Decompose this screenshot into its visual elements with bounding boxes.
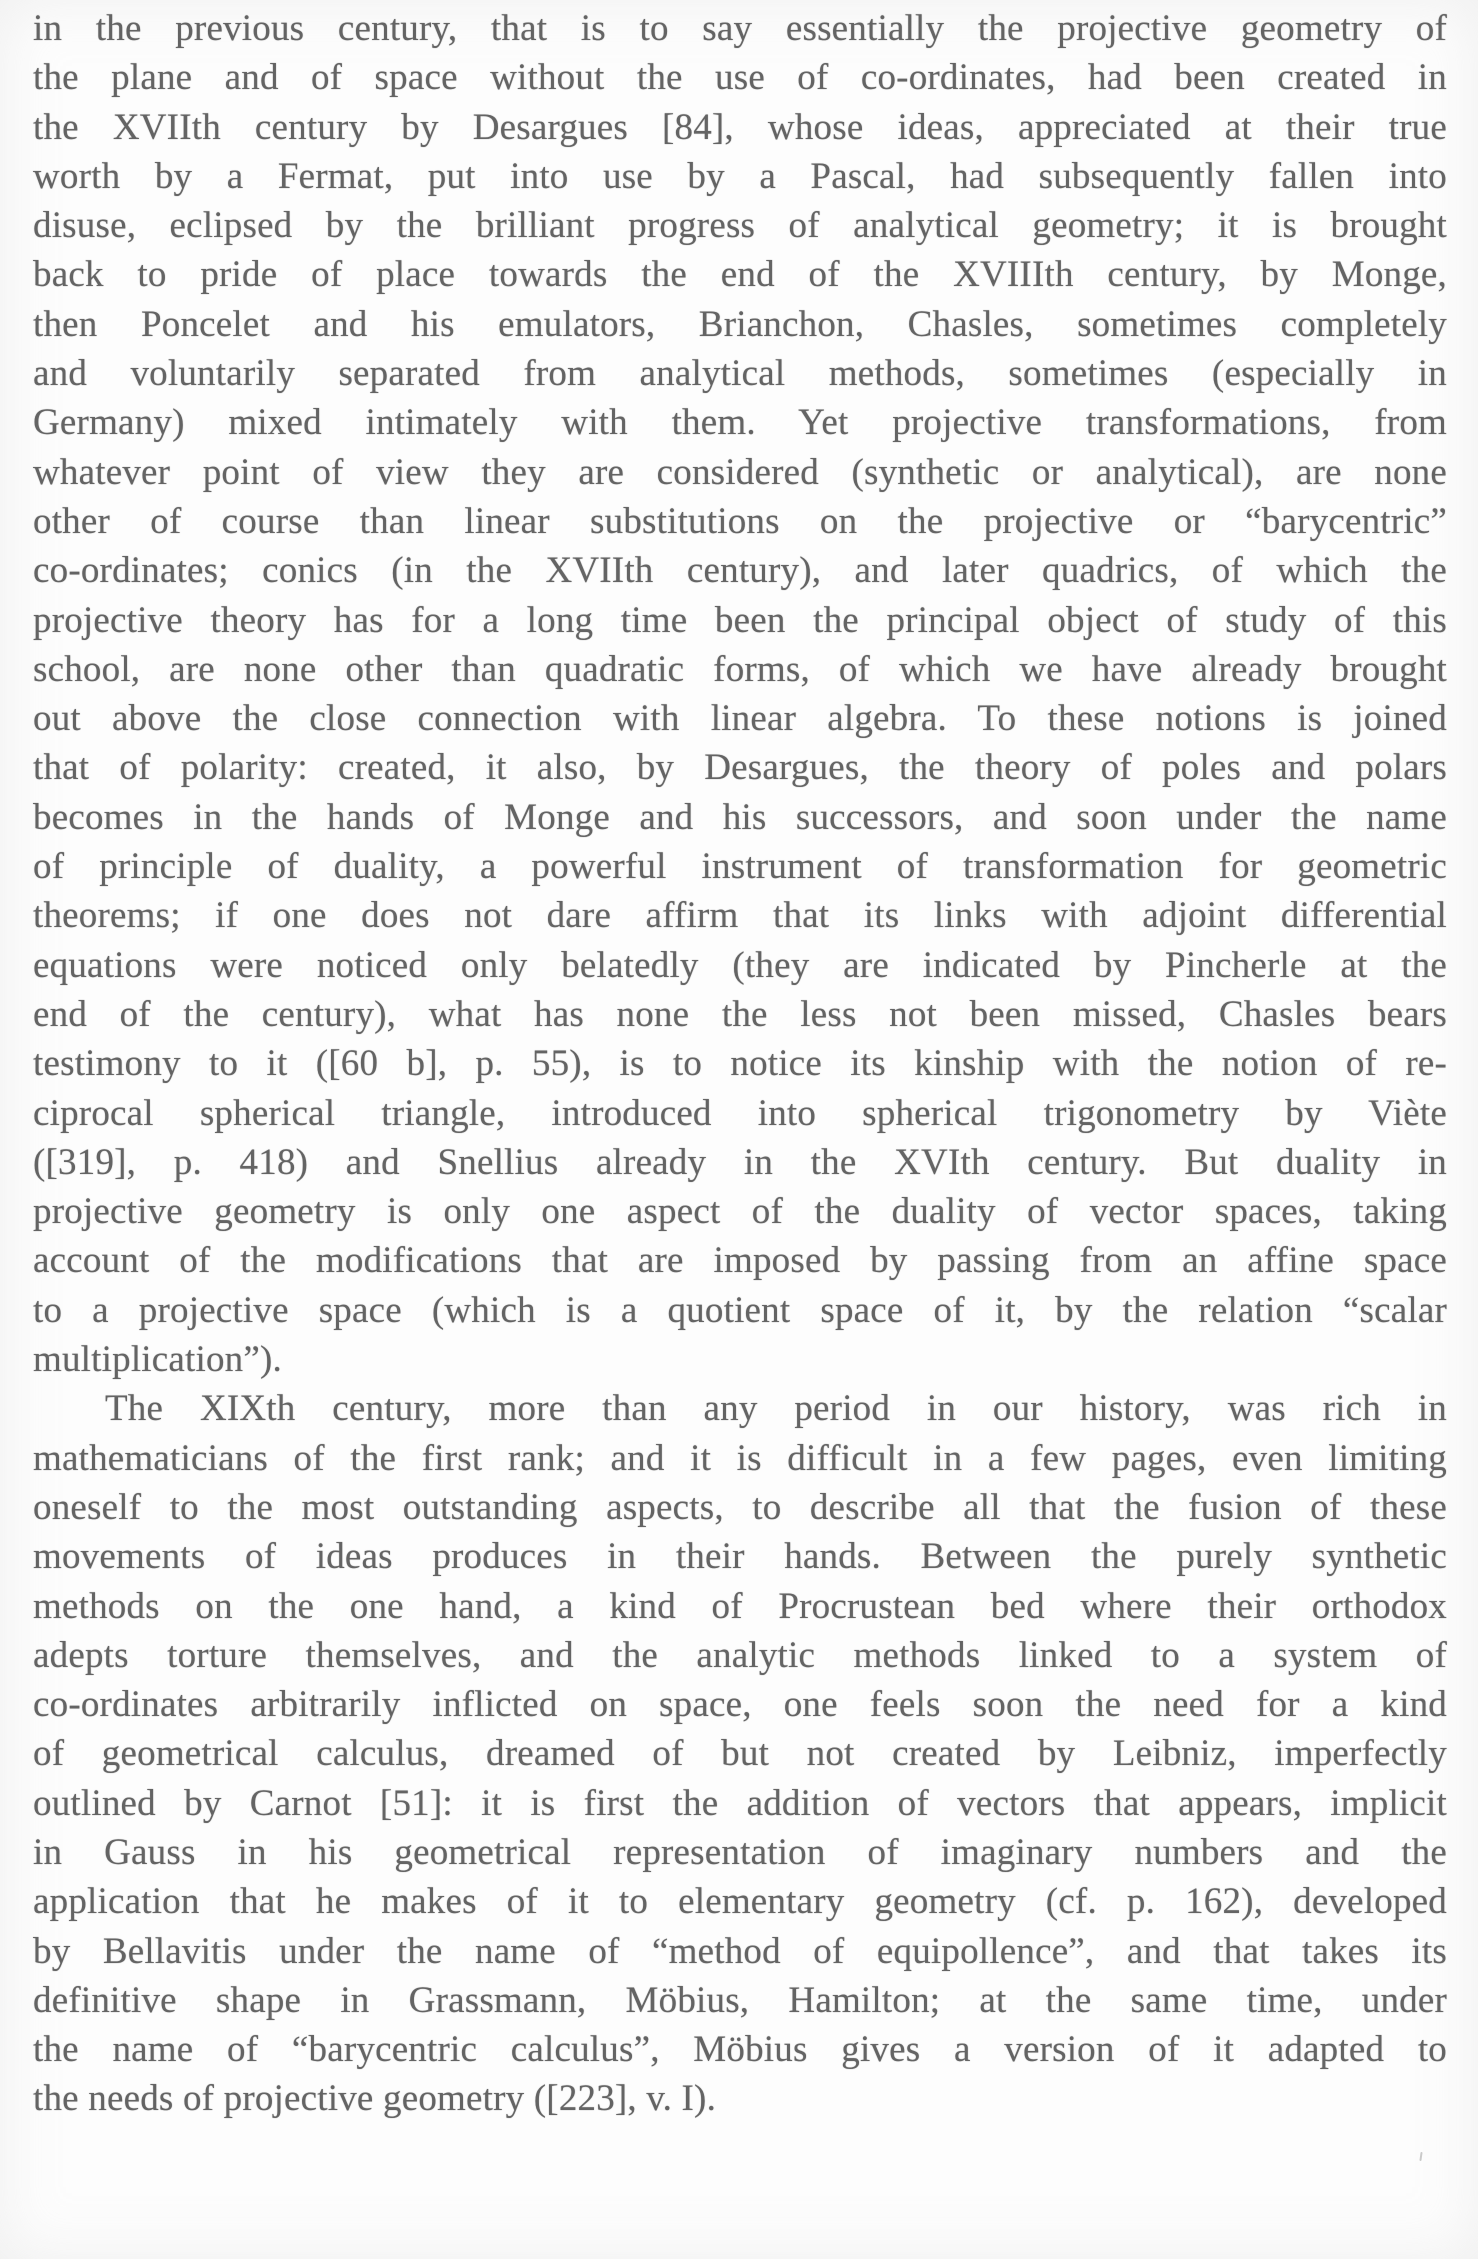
text-line: ciprocal spherical triangle, introduced into spherical trigonometry by Viète — [33, 1092, 1447, 1134]
text-line: definitive shape in Grassmann, Möbius, Hamilton; at the same time, under — [33, 1979, 1447, 2021]
text-line: of geometrical calculus, dreamed of but not created by Leibniz, imperfectly — [33, 1733, 1447, 1775]
text-line: testimony to it ([60 b], p. 55), is to notice its kinship with the notion of re- — [33, 1043, 1447, 1085]
text-line: ([319], p. 418) and Snellius already in the XVIth century. But duality in — [33, 1141, 1447, 1183]
text-line: movements of ideas produces in their hands. Between the purely synthetic — [33, 1536, 1447, 1578]
text-line: projective geometry is only one aspect of the duality of vector spaces, taking — [33, 1191, 1447, 1233]
text-line: The XIXth century, more than any period in our history, was rich in — [105, 1388, 1447, 1430]
text-line: multiplication”). — [33, 1339, 282, 1381]
text-line: and voluntarily separated from analytical methods, sometimes (especially in — [33, 353, 1447, 395]
text-line: co-ordinates arbitrarily inflicted on space, one feels soon the need for a kind — [33, 1684, 1447, 1726]
text-line: the name of “barycentric calculus”, Möbius gives a version of it adapted to — [33, 2029, 1447, 2071]
text-line: school, are none other than quadratic forms, of which we have already brought — [33, 648, 1447, 690]
text-line: outlined by Carnot [51]: it is first the addition of vectors that appears, implicit — [33, 1782, 1447, 1824]
text-line: becomes in the hands of Monge and his successors, and soon under the name — [33, 796, 1447, 838]
text-line: that of polarity: created, it also, by Desargues, the theory of poles and polars — [33, 747, 1447, 789]
text-line: disuse, eclipsed by the brilliant progress of analytical geometry; it is brought — [33, 205, 1447, 247]
text-line: adepts torture themselves, and the analytic methods linked to a system of — [33, 1634, 1447, 1676]
text-line: mathematicians of the first rank; and it is difficult in a few pages, even limiting — [33, 1437, 1447, 1479]
text-line: to a projective space (which is a quotient space of it, by the relation “scalar — [33, 1289, 1447, 1331]
text-line: worth by a Fermat, put into use by a Pascal, had subsequently fallen into — [33, 155, 1447, 197]
text-line: out above the close connection with linear algebra. To these notions is joined — [33, 698, 1447, 740]
page-text — [33, 4, 1447, 2124]
text-line: back to pride of place towards the end of the XVIIIth century, by Monge, — [33, 254, 1447, 296]
text-line: in Gauss in his geometrical representation of imaginary numbers and the — [33, 1831, 1447, 1873]
text-line: whatever point of view they are considered (synthetic or analytical), are none — [33, 451, 1447, 493]
text-line: the XVIIth century by Desargues [84], whose ideas, appreciated at their true — [33, 106, 1447, 148]
text-line: of principle of duality, a powerful instrument of transformation for geometric — [33, 846, 1447, 888]
text-line: oneself to the most outstanding aspects, to describe all that the fusion of these — [33, 1486, 1447, 1528]
text-line: equations were noticed only belatedly (they are indicated by Pincherle at the — [33, 944, 1447, 986]
text-line: end of the century), what has none the less not been missed, Chasles bears — [33, 993, 1447, 1035]
text-line: then Poncelet and his emulators, Brianchon, Chasles, sometimes completely — [33, 303, 1447, 345]
text-line: account of the modifications that are imposed by passing from an affine space — [33, 1240, 1447, 1282]
text-line: the plane and of space without the use of co-ordinates, had been created in — [33, 57, 1447, 99]
text-line: methods on the one hand, a kind of Procrustean bed where their orthodox — [33, 1585, 1447, 1627]
scan-artifact — [1419, 2152, 1422, 2161]
text-line: by Bellavitis under the name of “method of equipollence”, and that takes its — [33, 1930, 1447, 1972]
text-line: co-ordinates; conics (in the XVIIth century), and later quadrics, of which the — [33, 550, 1447, 592]
text-line: the needs of projective geometry ([223], v. I). — [33, 2078, 717, 2120]
text-line: Germany) mixed intimately with them. Yet projective transformations, from — [33, 402, 1447, 444]
text-line: application that he makes of it to elementary geometry (cf. p. 162), developed — [33, 1881, 1447, 1923]
text-line: other of course than linear substitutions on the projective or “barycentric” — [33, 500, 1447, 542]
text-line: in the previous century, that is to say essentially the projective geometry of — [33, 8, 1447, 49]
text-line: theorems; if one does not dare affirm that its links with adjoint differential — [33, 895, 1447, 937]
text-line: projective theory has for a long time been the principal object of study of this — [33, 599, 1447, 641]
